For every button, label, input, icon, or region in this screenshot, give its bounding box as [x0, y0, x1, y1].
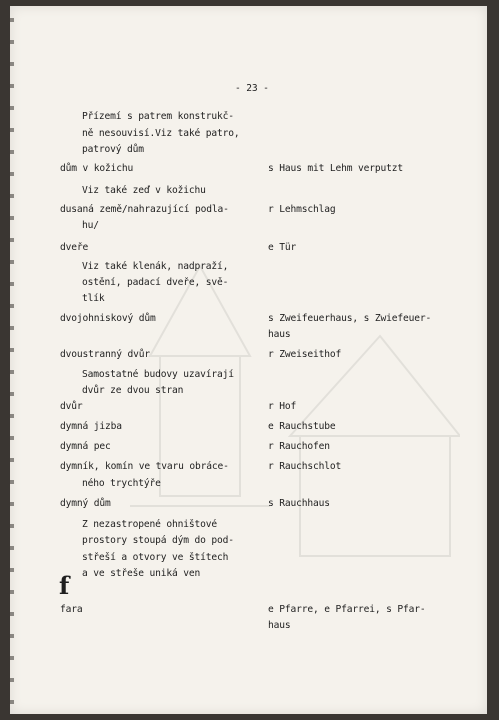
czech-term: dymný dům	[60, 498, 111, 509]
czech-term: prostory stoupá dým do pod-	[82, 535, 234, 546]
czech-term: ostění, padací dveře, svě-	[82, 277, 229, 288]
czech-term: fara	[60, 604, 83, 615]
czech-term: ně nesouvisí.Viz také patro,	[82, 128, 240, 139]
czech-term: dvůr ze dvou stran	[82, 385, 184, 396]
czech-term: Viz také zeď v kožichu	[82, 185, 206, 196]
czech-term: střeší a otvory ve štítech	[82, 552, 229, 563]
czech-term: dveře	[60, 242, 89, 253]
german-term: r Zweiseithof	[268, 349, 342, 360]
page-number: - 23 -	[235, 83, 269, 94]
czech-term: patrový dům	[82, 144, 144, 155]
german-term: s Haus mit Lehm verputzt	[268, 163, 404, 174]
page-binding-edge	[6, 6, 14, 714]
czech-term: dymník, komín ve tvaru obráce-	[60, 461, 229, 472]
german-term: r Hof	[268, 401, 297, 412]
document-page	[10, 6, 487, 714]
german-term: s Zweifeuerhaus, s Zwiefeuer-	[268, 313, 432, 324]
czech-term: ného trychtýře	[82, 478, 161, 489]
czech-term: a ve střeše uniká ven	[82, 568, 201, 579]
czech-term: Z nezastropené ohništové	[82, 519, 218, 530]
german-term: r Rauchofen	[268, 441, 330, 452]
section-letter: f	[59, 571, 70, 600]
czech-term: dvůr	[60, 401, 83, 412]
german-term: e Pfarre, e Pfarrei, s Pfar-	[268, 604, 426, 615]
german-term: haus	[268, 329, 291, 340]
german-term: s Rauchhaus	[268, 498, 330, 509]
german-term: haus	[268, 620, 291, 631]
czech-term: Samostatné budovy uzavírají	[82, 369, 234, 380]
german-term: e Rauchstube	[268, 421, 336, 432]
czech-term: Viz také klenák, nadpraží,	[82, 261, 229, 272]
czech-term: tlík	[82, 293, 105, 304]
czech-term: dvoustranný dvůr	[60, 349, 151, 360]
german-term: r Rauchschlot	[268, 461, 342, 472]
german-term: r Lehmschlag	[268, 204, 336, 215]
czech-term: dům v kožichu	[60, 163, 134, 174]
czech-term: hu/	[82, 220, 99, 231]
czech-term: dymná jizba	[60, 421, 122, 432]
czech-term: dvojohniskový dům	[60, 313, 156, 324]
czech-term: dusaná země/nahrazující podla-	[60, 204, 229, 215]
czech-term: Přízemí s patrem konstrukč-	[82, 111, 234, 122]
czech-term: dymná pec	[60, 441, 111, 452]
german-term: e Tür	[268, 242, 297, 253]
